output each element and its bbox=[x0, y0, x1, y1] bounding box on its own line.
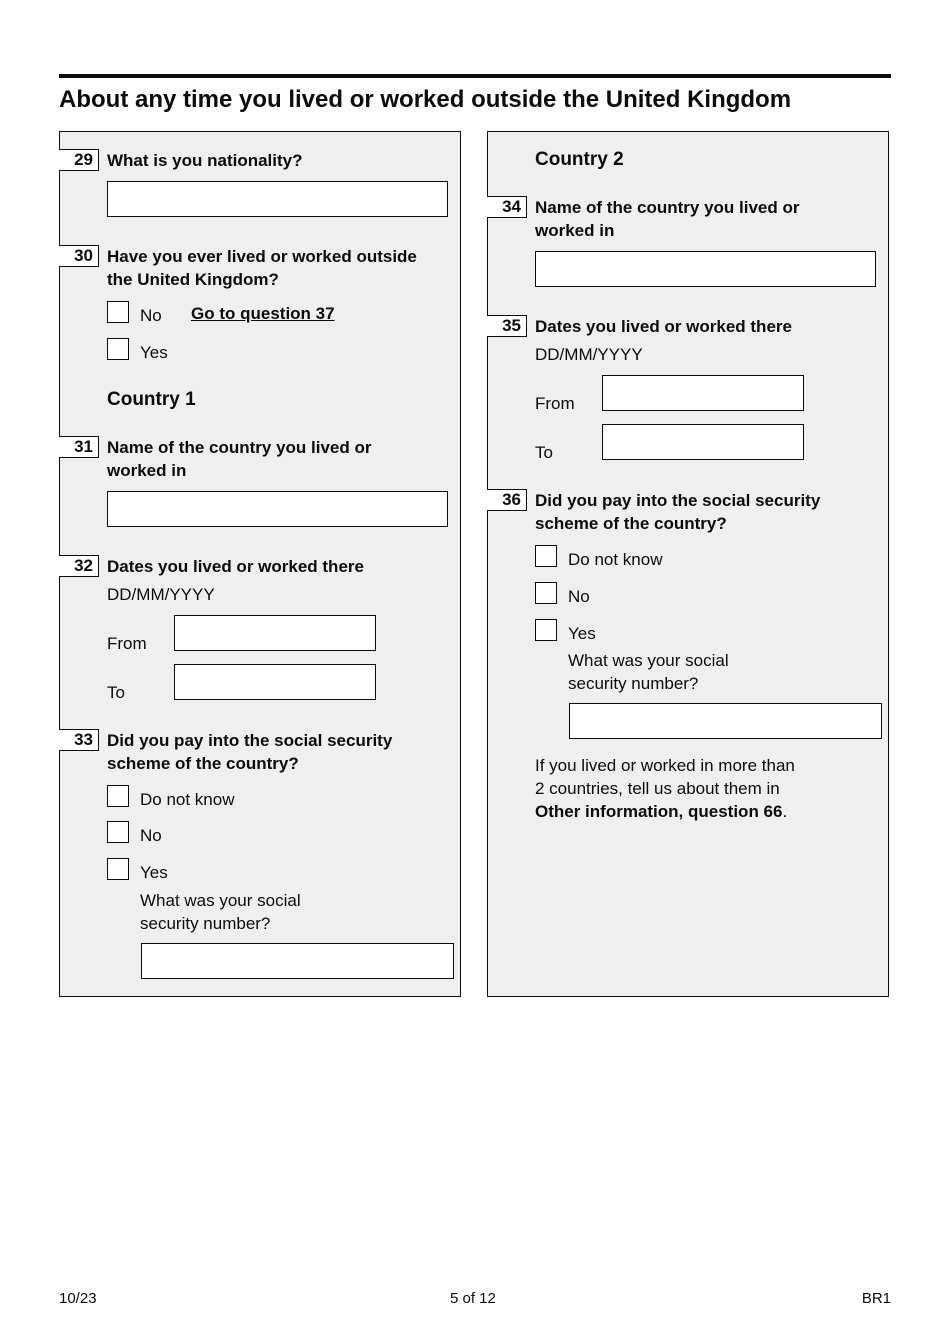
question-number-35: 35 bbox=[487, 315, 527, 337]
social-security-no-label: No bbox=[140, 826, 162, 845]
country-1-from-date-input[interactable] bbox=[174, 615, 376, 651]
country-2-panel bbox=[487, 131, 889, 997]
other-information-reference: Other information, question 66 bbox=[535, 802, 783, 821]
social-security-yes-label: Yes bbox=[568, 624, 596, 643]
social-security-number-question: What was your social security number? bbox=[568, 651, 729, 693]
social-security-dont-know-checkbox[interactable] bbox=[535, 545, 557, 567]
from-label: From bbox=[107, 634, 147, 653]
question-33-text: Did you pay into the social security scheme of the country? bbox=[107, 731, 393, 773]
question-35-text: Dates you lived or worked there bbox=[535, 317, 792, 336]
country-1-social-security-number-input[interactable] bbox=[141, 943, 454, 979]
question-number-36: 36 bbox=[487, 489, 527, 511]
country-1-panel bbox=[59, 131, 461, 997]
social-security-yes-checkbox[interactable] bbox=[107, 858, 129, 880]
country-2-name-input[interactable] bbox=[535, 251, 876, 287]
lived-abroad-no-checkbox[interactable] bbox=[107, 301, 129, 323]
footer-version: 10/23 bbox=[59, 1290, 97, 1307]
more-countries-note: If you lived or worked in more than 2 countries, tell us about them in Other information, question 66. bbox=[535, 756, 795, 821]
to-label: To bbox=[535, 443, 553, 462]
question-number-32: 32 bbox=[59, 555, 99, 577]
date-format-hint: DD/MM/YYYY bbox=[535, 345, 643, 364]
country-1-to-date-input[interactable] bbox=[174, 664, 376, 700]
date-format-hint: DD/MM/YYYY bbox=[107, 585, 215, 604]
question-30-text: Have you ever lived or worked outside the United Kingdom? bbox=[107, 247, 417, 289]
question-number-29: 29 bbox=[59, 149, 99, 171]
question-29-text: What is you nationality? bbox=[107, 151, 303, 170]
lived-abroad-yes-label: Yes bbox=[140, 343, 168, 362]
question-number-34: 34 bbox=[487, 196, 527, 218]
social-security-number-question: What was your social security number? bbox=[140, 891, 301, 933]
country-2-heading: Country 2 bbox=[535, 149, 624, 170]
footer-page-number: 5 of 12 bbox=[450, 1290, 496, 1307]
page-title: About any time you lived or worked outside the United Kingdom bbox=[59, 86, 792, 113]
go-to-question-37-link[interactable]: Go to question 37 bbox=[191, 304, 335, 323]
question-32-text: Dates you lived or worked there bbox=[107, 557, 364, 576]
lived-abroad-yes-checkbox[interactable] bbox=[107, 338, 129, 360]
question-number-31: 31 bbox=[59, 436, 99, 458]
social-security-no-checkbox[interactable] bbox=[107, 821, 129, 843]
social-security-yes-checkbox[interactable] bbox=[535, 619, 557, 641]
country-2-to-date-input[interactable] bbox=[602, 424, 804, 460]
from-label: From bbox=[535, 394, 575, 413]
social-security-yes-label: Yes bbox=[140, 863, 168, 882]
social-security-dont-know-checkbox[interactable] bbox=[107, 785, 129, 807]
question-34-text: Name of the country you lived or worked in bbox=[535, 198, 800, 240]
social-security-no-checkbox[interactable] bbox=[535, 582, 557, 604]
social-security-no-label: No bbox=[568, 587, 590, 606]
lived-abroad-no-label: No bbox=[140, 306, 162, 325]
header-rule bbox=[59, 74, 891, 78]
social-security-dont-know-label: Do not know bbox=[568, 550, 663, 569]
to-label: To bbox=[107, 683, 125, 702]
footer-form-code: BR1 bbox=[861, 1290, 891, 1307]
country-1-name-input[interactable] bbox=[107, 491, 448, 527]
nationality-input[interactable] bbox=[107, 181, 448, 217]
question-number-30: 30 bbox=[59, 245, 99, 267]
country-2-social-security-number-input[interactable] bbox=[569, 703, 882, 739]
question-number-33: 33 bbox=[59, 729, 99, 751]
social-security-dont-know-label: Do not know bbox=[140, 790, 235, 809]
question-31-text: Name of the country you lived or worked in bbox=[107, 438, 372, 480]
country-1-heading: Country 1 bbox=[107, 389, 196, 410]
country-2-from-date-input[interactable] bbox=[602, 375, 804, 411]
question-36-text: Did you pay into the social security scheme of the country? bbox=[535, 491, 821, 533]
